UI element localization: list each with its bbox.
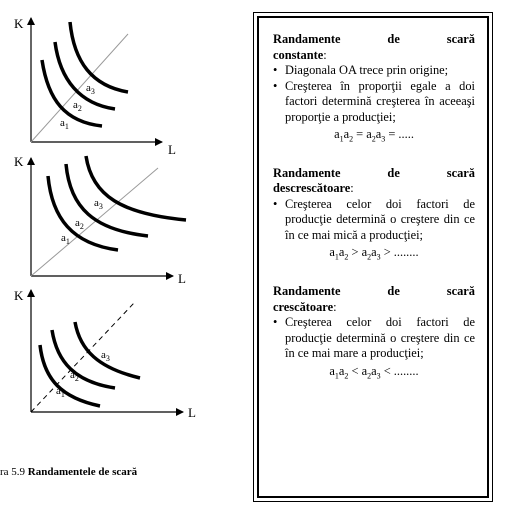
formula-sub: 3 [376, 371, 381, 381]
title-colon: : [333, 299, 337, 314]
formula-part: a [334, 127, 340, 141]
formula-sub: 2 [371, 134, 376, 144]
title-word: Randamente [273, 32, 341, 46]
formula-sub: 2 [344, 252, 349, 262]
formula-sub: 3 [376, 252, 381, 262]
formula-sub: 1 [334, 371, 339, 381]
bullet-item [273, 315, 475, 362]
y-axis-label: K [14, 154, 24, 169]
curve-label-a2: $a_2$ [75, 217, 84, 231]
bullet-item [273, 63, 475, 79]
curve-label-a1: $a_1$ [60, 117, 69, 131]
formula [273, 364, 475, 384]
curve-label-a3: $a_3$ [101, 349, 110, 363]
formula-sub: 1 [334, 252, 339, 262]
curve-label-a3: $a_3$ [86, 82, 95, 96]
formula-part: = ..... [385, 127, 414, 141]
curve-label-a2: $a_2$ [70, 369, 79, 383]
bullet-text: Creşterea celor doi factori de producţie determină o creştere din ce în ce mai mică a producţiei; [285, 196, 475, 242]
title-word: Randamente [273, 165, 341, 180]
title-word: de [387, 165, 400, 180]
section-title [273, 284, 475, 315]
curve-label-a1: $a_1$ [56, 385, 65, 399]
title-word: de [387, 284, 400, 299]
isoquant-1 [48, 176, 118, 250]
diagram-constant-returns [14, 16, 176, 157]
title-word: Randamente [273, 284, 341, 299]
x-axis-label: L [178, 271, 186, 286]
formula-part: = a [353, 127, 372, 141]
section-increasing-returns [273, 284, 475, 383]
caption-prefix: ra 5.9 [0, 466, 28, 478]
isoquant-3 [70, 22, 128, 92]
diagram-increasing-returns [14, 288, 196, 420]
isoquant-diagrams [0, 0, 250, 470]
formula-part: a [371, 363, 377, 378]
formula-sub: 2 [344, 371, 349, 381]
formula-part: a [371, 245, 377, 260]
title-word: descrescătoare [273, 181, 351, 196]
formula-part: a [338, 245, 345, 260]
formula-part: < a [348, 363, 368, 378]
formula-part: a [329, 245, 335, 260]
curve-label-a3: $a_3$ [94, 197, 103, 211]
x-axis-label: L [188, 405, 196, 420]
bullet-dot: • [273, 63, 278, 77]
figure-caption [0, 466, 137, 478]
title-word: scară [446, 284, 475, 299]
isoquant-2 [55, 42, 115, 109]
title-colon: : [323, 47, 327, 62]
formula-sub: 1 [339, 134, 344, 144]
formula-part: < ........ [380, 363, 419, 378]
bullet-text: Creşterea în proporţii egale a doi factori determină creşterea în aceeaşi proporţie a producţiei; [285, 78, 475, 124]
title-word: constante [273, 47, 324, 62]
title-colon: : [350, 181, 354, 196]
diagram-decreasing-returns [14, 154, 186, 286]
formula-sub: 3 [381, 134, 386, 144]
y-axis-label: K [14, 288, 24, 303]
curve-label-a2: $a_2$ [73, 99, 82, 113]
formula [273, 245, 475, 265]
formula-part: a [338, 363, 345, 378]
title-word: de [387, 32, 400, 46]
section-decreasing-returns [273, 166, 475, 265]
diagonal-oa-dashed [31, 303, 134, 412]
bullet-item [273, 197, 475, 244]
bullet-text: Diagonala OA trece prin origine; [285, 63, 449, 77]
formula-sub: 2 [367, 252, 372, 262]
formula-part: a [375, 127, 382, 141]
returns-to-scale-box [253, 12, 493, 502]
formula-part: a [343, 127, 350, 141]
y-axis-label: K [14, 16, 24, 31]
formula [273, 127, 475, 147]
formula-part: > a [348, 245, 368, 260]
title-word: scară [446, 165, 475, 180]
bullet-dot: • [273, 78, 278, 93]
bullet-dot: • [273, 196, 278, 211]
bullet-text: Creşterea celor doi factori de producţie determină o creştere din ce în ce mai mare a producţiei; [285, 315, 475, 361]
curve-label-a1: $a_1$ [61, 232, 70, 246]
title-word: crescătoare [273, 299, 334, 314]
section-title [273, 166, 475, 197]
bullet-item [273, 79, 475, 126]
formula-part: a [329, 363, 335, 378]
formula-part: > ........ [380, 245, 419, 260]
title-word: scară [446, 32, 475, 46]
bullet-dot: • [273, 315, 278, 330]
formula-sub: 2 [367, 371, 372, 381]
caption-title: Randamentele de scară [27, 466, 138, 478]
section-constant-returns [273, 32, 475, 147]
returns-to-scale-box-inner [257, 16, 489, 498]
section-title [273, 32, 475, 63]
x-axis-label: L [168, 142, 176, 157]
formula-sub: 2 [349, 134, 354, 144]
